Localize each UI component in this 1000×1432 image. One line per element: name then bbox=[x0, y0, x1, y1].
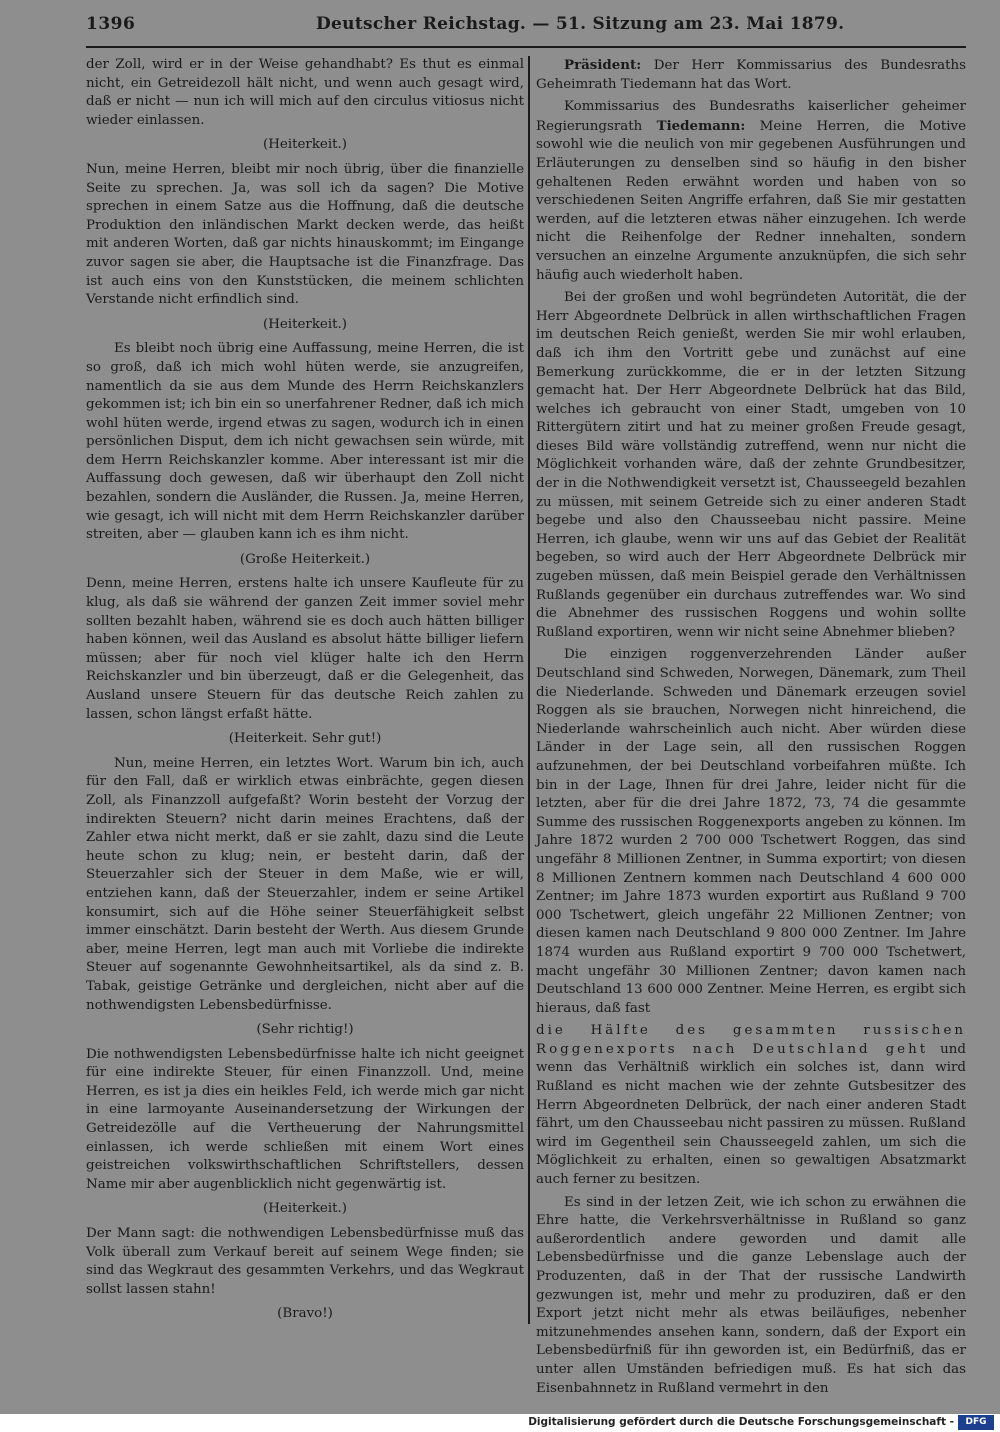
speaker-name: Tiedemann: bbox=[656, 117, 746, 134]
right-column bbox=[536, 56, 966, 1402]
page-number: 1396 bbox=[86, 14, 136, 34]
speaker-paragraph bbox=[536, 98, 966, 285]
reaction-note: (Große Heiterkeit.) bbox=[239, 551, 371, 567]
header-rule bbox=[86, 46, 966, 48]
running-title: Deutscher Reichstag. — 51. Sitzung am 23. Mai 1879. bbox=[316, 14, 845, 34]
reaction-note: (Heiterkeit.) bbox=[263, 316, 347, 332]
body-paragraph: Denn, meine Herren, erstens halte ich unsere Kaufleute für zu klug, als daß sie während der ganzen Zeit immer soviel mehr sollten bezahlt haben, während sie es doch auch hätten billiger haben können, weil das Ausland es absolut hätte billiger liefern müssen; aber für noch viel klüger halte ich den Herrn Reichskanzler und bin überzeugt, daß er die Gelegenheit, das Ausland unsere Steuern für das deutsche Reich zahlen zu lassen, schon längst erfaßt hätte. bbox=[86, 576, 524, 722]
reaction-note: (Bravo!) bbox=[277, 1306, 333, 1322]
speech-text: Meine Herren, die Motive sowohl wie die neulich von mir gegebenen Ausführungen und Erläuterungen zu denselben sind so häufig in den bisher gehaltenen Reden erwähnt worden und haben von so verschiedenen Seiten Angriffe erfahren, daß Sie mir gestatten werden, auf die letzteren etwas näher einzugehen. Ich werde nicht die Reihenfolge der Redner innehalten, sondern versuchen an einzelne Argumente anzuknüpfen, die sich sehr häufig auch wiederholt haben. bbox=[536, 118, 966, 283]
reaction-note: (Heiterkeit. Sehr gut!) bbox=[228, 731, 382, 747]
speaker-paragraph bbox=[536, 56, 966, 94]
body-paragraph: Nun, meine Herren, ein letztes Wort. Warum bin ich, auch für den Fall, daß er wirklich etwas einbrächte, gegen diesen Zoll, als Finanzzoll aufgefaßt? Worin besteht der Vorzug der indirekten Steuern? nicht darin meines Erachtens, daß der Zahler etwa nicht merkt, daß er sie zahlt, dazu sind die Leute heute schon zu klug; nein, er besteht darin, daß der Steuerzahler sich der Steuer in dem Maße, wie er will, entziehen kann, daß der Steuerzahler, indem er seine Artikel konsumirt, sich auf die Höhe seiner Steuerfähigkeit selbst immer einschätzt. Darin besteht der Werth. Aus diesem Grunde aber, meine Herren, legt man auch mit Vorliebe die indirekte Steuer auf sogenannte Gewohnheitsartikel, als da sind z. B. Tabak, geistige Getränke und dergleichen, nicht aber auf die nothwendigsten Lebensbedürfnisse. bbox=[86, 755, 524, 1013]
body-paragraph: Die einzigen roggenverzehrenden Länder außer Deutschland sind Schweden, Norwegen, Dänemark, zum Theil die Niederlande. Schweden und Dänemark erzeugen soviel Roggen als sie brauchen, Norwegen nicht hinreichend, die Niederlande wahrscheinlich auch nicht. Aber würden diese Länder in der Lage sein, all den russischen Roggen aufzunehmen, der bei Deutschland vorbeifahren müßte. Ich bin in der Lage, Ihnen für drei Jahre, leider nicht für die letzten, aber für die drei Jahre 1872, 73, 74 die gesammte Summe des russischen Roggenexports angeben zu können. Im Jahre 1872 wurden 2 700 000 Tschetwert Roggen, das sind ungefähr 8 Millionen Zentner, in Summa exportirt; von diesen 8 Millionen Zentnern kommen nach Deutschland 4 600 000 Zentner; im Jahre 1873 wurden exportirt aus Rußland 9 700 000 Tschetwert, gleich ungefähr 22 Millionen Zentner; von diesen kamen nach Deutschland 9 800 000 Zentner. Im Jahre 1874 wurden aus Rußland exportirt 9 700 000 Tschetwert, macht ungefähr 30 Millionen Zentner; davon kamen nach Deutschland 13 600 000 Zentner. Meine Herren, es ergibt sich hieraus, daß fast bbox=[536, 647, 966, 1016]
reaction-note: (Sehr richtig!) bbox=[256, 1022, 354, 1038]
speech-text: Der Herr Kommissarius des Bundesraths Geheimrath Tiedemann hat das Wort. bbox=[536, 58, 966, 92]
body-paragraph: der Zoll, wird er in der Weise gehandhabt? Es thut es einmal nicht, ein Getreidezoll hält nicht, und wenn auch gesagt wird, daß er nicht — nun ich will mich auf den circulus vitiosus nicht wieder einlassen. bbox=[86, 57, 524, 128]
body-paragraph: Es sind in der letzen Zeit, wie ich schon zu erwähnen die Ehre hatte, die Verkehrsverhältnisse in Rußland so ganz außerordentlich andere geworden und damit alle Lebensbedürfnisse und die ganze Lebenslage auch der Produzenten, daß in der That der russische Landwirth gezwungen ist, mehr und mehr zu produziren, daß er den Export jetzt nicht mehr als etwas beiläufiges, nebenher mitzunehmendes ansehen kann, sondern, daß der Export ein Lebensbedürfniß für ihn geworden ist, ein Bedürfniß, das er unter allen Umständen befriedigen muß. Es hat sich das Eisenbahnnetz in Rußland vermehrt in den bbox=[536, 1194, 966, 1396]
left-column bbox=[86, 56, 524, 1330]
body-paragraph: Der Mann sagt: die nothwendigen Lebensbedürfnisse muß das Volk überall zum Verkauf bereit auf seinem Wege finden; sie sind das Wegkraut des gesammten Verkehrs, und das Wegkraut sollst lassen stahn! bbox=[86, 1226, 524, 1297]
funding-note: Digitalisierung gefördert durch die Deutsche Forschungsgemeinschaft - bbox=[528, 1416, 954, 1428]
reaction-note: (Heiterkeit.) bbox=[263, 1201, 347, 1217]
body-paragraph: Die nothwendigsten Lebensbedürfnisse halte ich nicht geeignet für eine indirekte Steuer, für einen Finanzzoll. Und, meine Herren, es ist ja dies ein heikles Feld, ich werde mich gar nicht in eine larmoyante Auseinandersetzung der Wirkungen der Getreidezölle auf die Vertheuerung der Nahrungsmittel einlassen, ich werde schließen mit einem Wort eines geistreichen volkswirthschaftlichen Schriftstellers, dessen Name mir aber augenblicklich nicht gegenwärtig ist. bbox=[86, 1046, 524, 1192]
dfg-logo: DFG bbox=[958, 1415, 994, 1430]
reaction-note: (Heiterkeit.) bbox=[263, 137, 347, 153]
column-divider bbox=[528, 56, 530, 1324]
body-text: und wenn das Verhältniß wirklich ein solches ist, dann wird Rußland es nicht machen wie der zehnte Gutsbesitzer des Herrn Abgeordneten Delbrück, der nach einer anderen Stadt fährt, um den Chausseebau nicht passiren zu müssen. Rußland wird im Gegentheil sein Chausseegeld zahlen, um sich die Möglichkeit zu erhalten, einen so gewaltigen Absatzmarkt auch ferner zu besitzen. bbox=[536, 1041, 966, 1188]
speaker-title: Kommissarius des Bundesraths kaiserlicher geheimer Regierungsrath bbox=[536, 99, 966, 134]
footer-bar bbox=[0, 1414, 1000, 1432]
emphasized-text: die Hälfte des gesammten russischen Roggenexports nach Deutschland geht bbox=[536, 1023, 966, 1057]
speaker-name: Präsident: bbox=[564, 57, 642, 73]
body-paragraph: Es bleibt noch übrig eine Auffassung, meine Herren, die ist so groß, daß ich mich wohl hüten werde, sie anzugreifen, namentlich da sie aus dem Munde des Herrn Reichskanzlers gekommen ist; ich bin ein so unerfahrener Redner, daß ich mich wohl hüten werde, irgend etwas zu sagen, wodurch ich in einen persönlichen Disput, dem ich nicht gewachsen sein würde, mit dem Herrn Reichskanzler komme. Aber interessant ist mir die Auffassung doch gewesen, daß wir überhaupt den Zoll nicht bezahlen, sondern die Ausländer, die Russen. Ja, meine Herren, wie gesagt, ich will nicht mit dem Herrn Reichskanzler darüber streiten, aber — glauben kann ich es ihm nicht. bbox=[86, 341, 524, 543]
page-header bbox=[86, 8, 966, 48]
body-paragraph: Nun, meine Herren, bleibt mir noch übrig, über die finanzielle Seite zu sprechen. Ja, was soll ich da sagen? Die Motive sprechen in einem Satze aus die Hoffnung, daß die deutsche Produktion den inländischen Markt decken werde, das heißt mit anderen Worten, daß gar nichts hinauskommt; im Eingange zuvor sagen sie aber, die Hauptsache ist die Finanzfrage. Das ist auch eins von den Kunststücken, die meinem schlichten Verstande nicht erfindlich sind. bbox=[86, 161, 524, 308]
body-paragraph bbox=[536, 1022, 966, 1189]
body-paragraph: Bei der großen und wohl begründeten Autorität, die der Herr Abgeordnete Delbrück in allen wirthschaftlichen Fragen im deutschen Reich genießt, werden Sie mir wohl erlauben, daß ich ihm den Vortritt gebe und zunächst auf eine Bemerkung zurückkomme, die er in der letzten Sitzung gemacht hat. Der Herr Abgeordnete Delbrück hat das Bild, welches ich gebraucht von einer Stadt, umgeben von 10 Rittergütern zitirt und hat zu meiner großen Freude gesagt, dieses Bild wäre vollständig zutreffend, wenn nur nicht die Möglichkeit vorhanden wäre, daß der zehnte Grundbesitzer, der in die Nothwendigkeit versetzt ist, Chausseegeld bezahlen zu müssen, mit seinem Getreide sich zu einer anderen Stadt begebe und also den Chausseebau nicht passire. Meine Herren, ich glaube, wenn wir uns auf das Gebiet der Realität begeben, so wird auch der Herr Abgeordnete Delbrück mir zugeben müssen, daß mein Beispiel gerade den Verhältnissen Rußlands gegenüber ein durchaus zutreffendes war. Wo sind die Abnehmer des russischen Roggens und wohin sollte Rußland exportiren, wenn wir nicht seine Abnehmer blieben? bbox=[536, 290, 966, 640]
